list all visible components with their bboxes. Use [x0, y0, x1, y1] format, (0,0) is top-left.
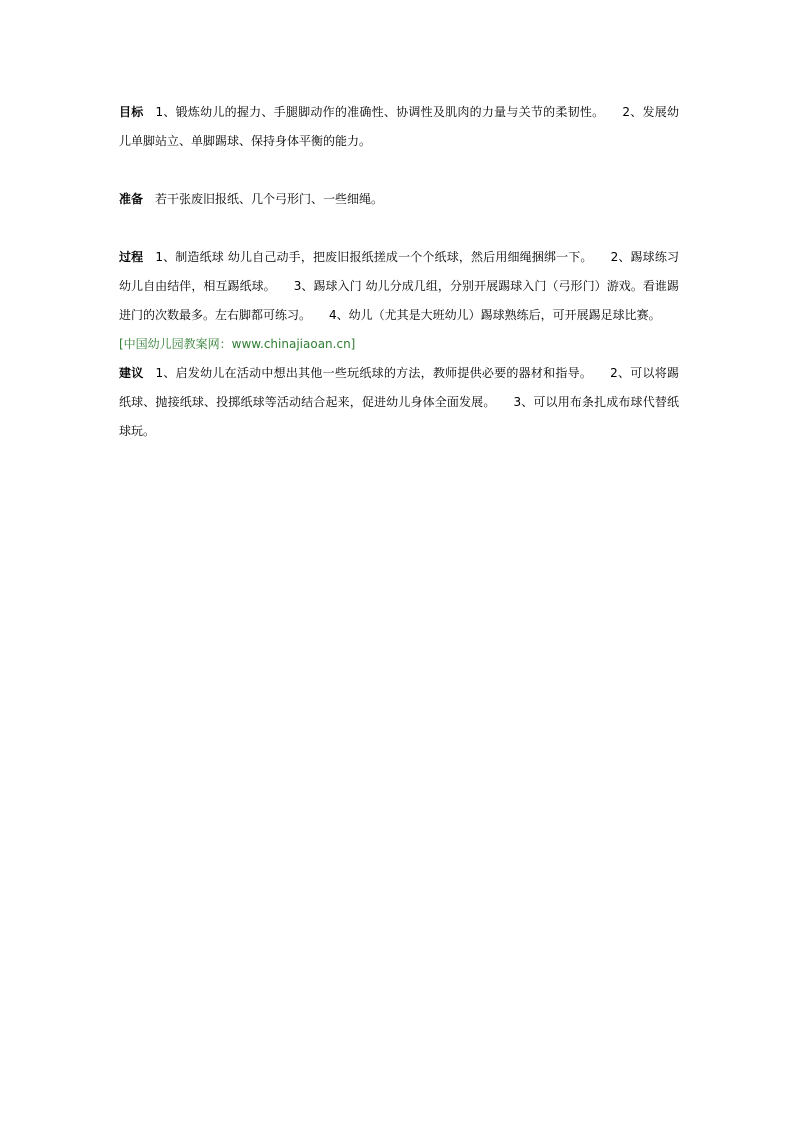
process-item-2: 2、踢球练习 幼儿自由结伴，相互踢纸球。 — [119, 250, 679, 293]
document-body — [119, 98, 679, 446]
process-item-1: 1、制造纸球 幼儿自己动手，把废旧报纸搓成一个个纸球，然后用细绳捆绑一下。 — [155, 250, 593, 264]
goal-item-1: 1、锻炼幼儿的握力、手腿脚动作的准确性、协调性及肌肉的力量与关节的柔韧性。 — [155, 105, 605, 119]
suggestion-item-3: 3、可以用布条扎成布球代替纸球玩。 — [119, 395, 679, 438]
suggestion-heading: 建议 — [119, 366, 144, 380]
source-link-line — [119, 330, 679, 359]
goal-heading: 目标 — [119, 105, 144, 119]
goal-item-2: 2、发展幼儿单脚站立、单脚踢球、保持身体平衡的能力。 — [119, 105, 679, 148]
suggestion-item-1: 1、启发幼儿在活动中想出其他一些玩纸球的方法，教师提供必要的器材和指导。 — [155, 366, 593, 380]
goal-paragraph — [119, 98, 679, 156]
suggestion-item-2: 2、可以将踢纸球、抛接纸球、投掷纸球等活动结合起来，促进幼儿身体全面发展。 — [119, 366, 679, 409]
suggestion-paragraph — [119, 359, 679, 446]
preparation-heading: 准备 — [119, 192, 144, 206]
process-heading: 过程 — [119, 250, 144, 264]
process-paragraph — [119, 243, 679, 330]
preparation-paragraph — [119, 185, 679, 214]
preparation-text: 若干张废旧报纸、几个弓形门、一些细绳。 — [155, 192, 384, 206]
process-item-3: 3、踢球入门 幼儿分成几组，分别开展踢球入门（弓形门）游戏。看谁踢进门的次数最多。左右脚都可练习。 — [119, 279, 679, 322]
process-item-4: 4、幼儿（尤其是大班幼儿）踢球熟练后，可开展踢足球比赛。 — [329, 308, 661, 322]
source-link[interactable]: [中国幼儿园教案网：www.chinajiaoan.cn] — [119, 337, 356, 351]
